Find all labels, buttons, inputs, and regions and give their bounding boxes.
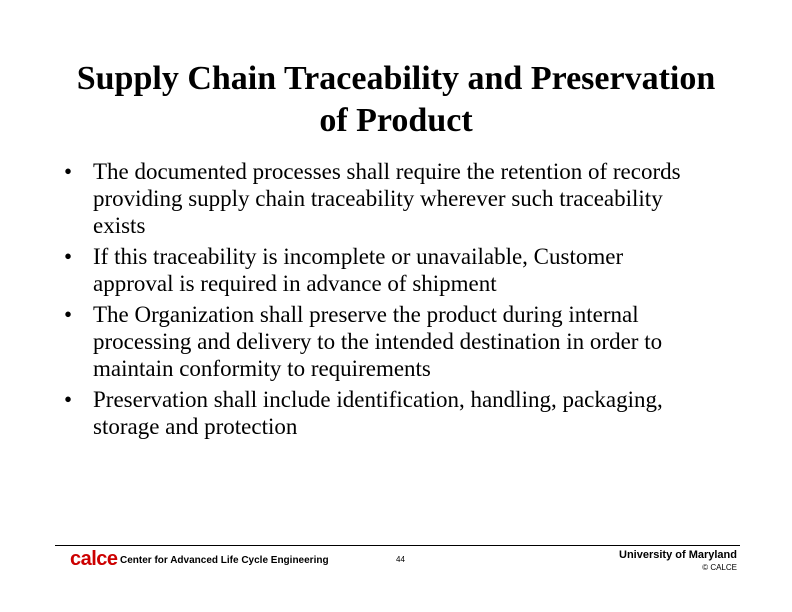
footer-copyright: © CALCE <box>702 563 737 572</box>
bullet-marker: • <box>64 302 73 327</box>
bullet-line: storage and protection <box>93 414 298 439</box>
bullet-list <box>62 158 742 444</box>
bullet-item <box>62 243 742 297</box>
bullet-line: If this traceability is incomplete or unavailable, Customer <box>93 244 624 269</box>
bullet-line: maintain conformity to requirements <box>93 356 431 381</box>
footer-center-name: Center for Advanced Life Cycle Engineering <box>120 555 329 566</box>
bullet-line: The Organization shall preserve the product during internal <box>93 302 639 327</box>
bullet-line: processing and delivery to the intended destination in order to <box>93 329 663 354</box>
bullet-marker: • <box>64 387 73 412</box>
bullet-line: approval is required in advance of shipment <box>93 271 497 296</box>
bullet-marker: • <box>64 159 73 184</box>
bullet-marker: • <box>64 244 73 269</box>
bullet-line: providing supply chain traceability wherever such traceability <box>93 186 663 211</box>
bullet-item <box>62 301 742 382</box>
bullet-line: Preservation shall include identification, handling, packaging, <box>93 387 663 412</box>
bullet-line: exists <box>93 213 146 238</box>
slide-title-line-2: of Product <box>319 102 473 139</box>
bullet-line: The documented processes shall require the retention of records <box>93 159 681 184</box>
bullet-item <box>62 158 742 239</box>
page-number: 44 <box>396 555 405 564</box>
bullet-item <box>62 386 742 440</box>
slide-title <box>30 58 762 142</box>
slide-title-line-1: Supply Chain Traceability and Preservation <box>76 60 716 97</box>
footer-divider <box>55 545 740 546</box>
footer-university: University of Maryland <box>619 549 737 561</box>
calce-logo: calce <box>70 548 118 570</box>
